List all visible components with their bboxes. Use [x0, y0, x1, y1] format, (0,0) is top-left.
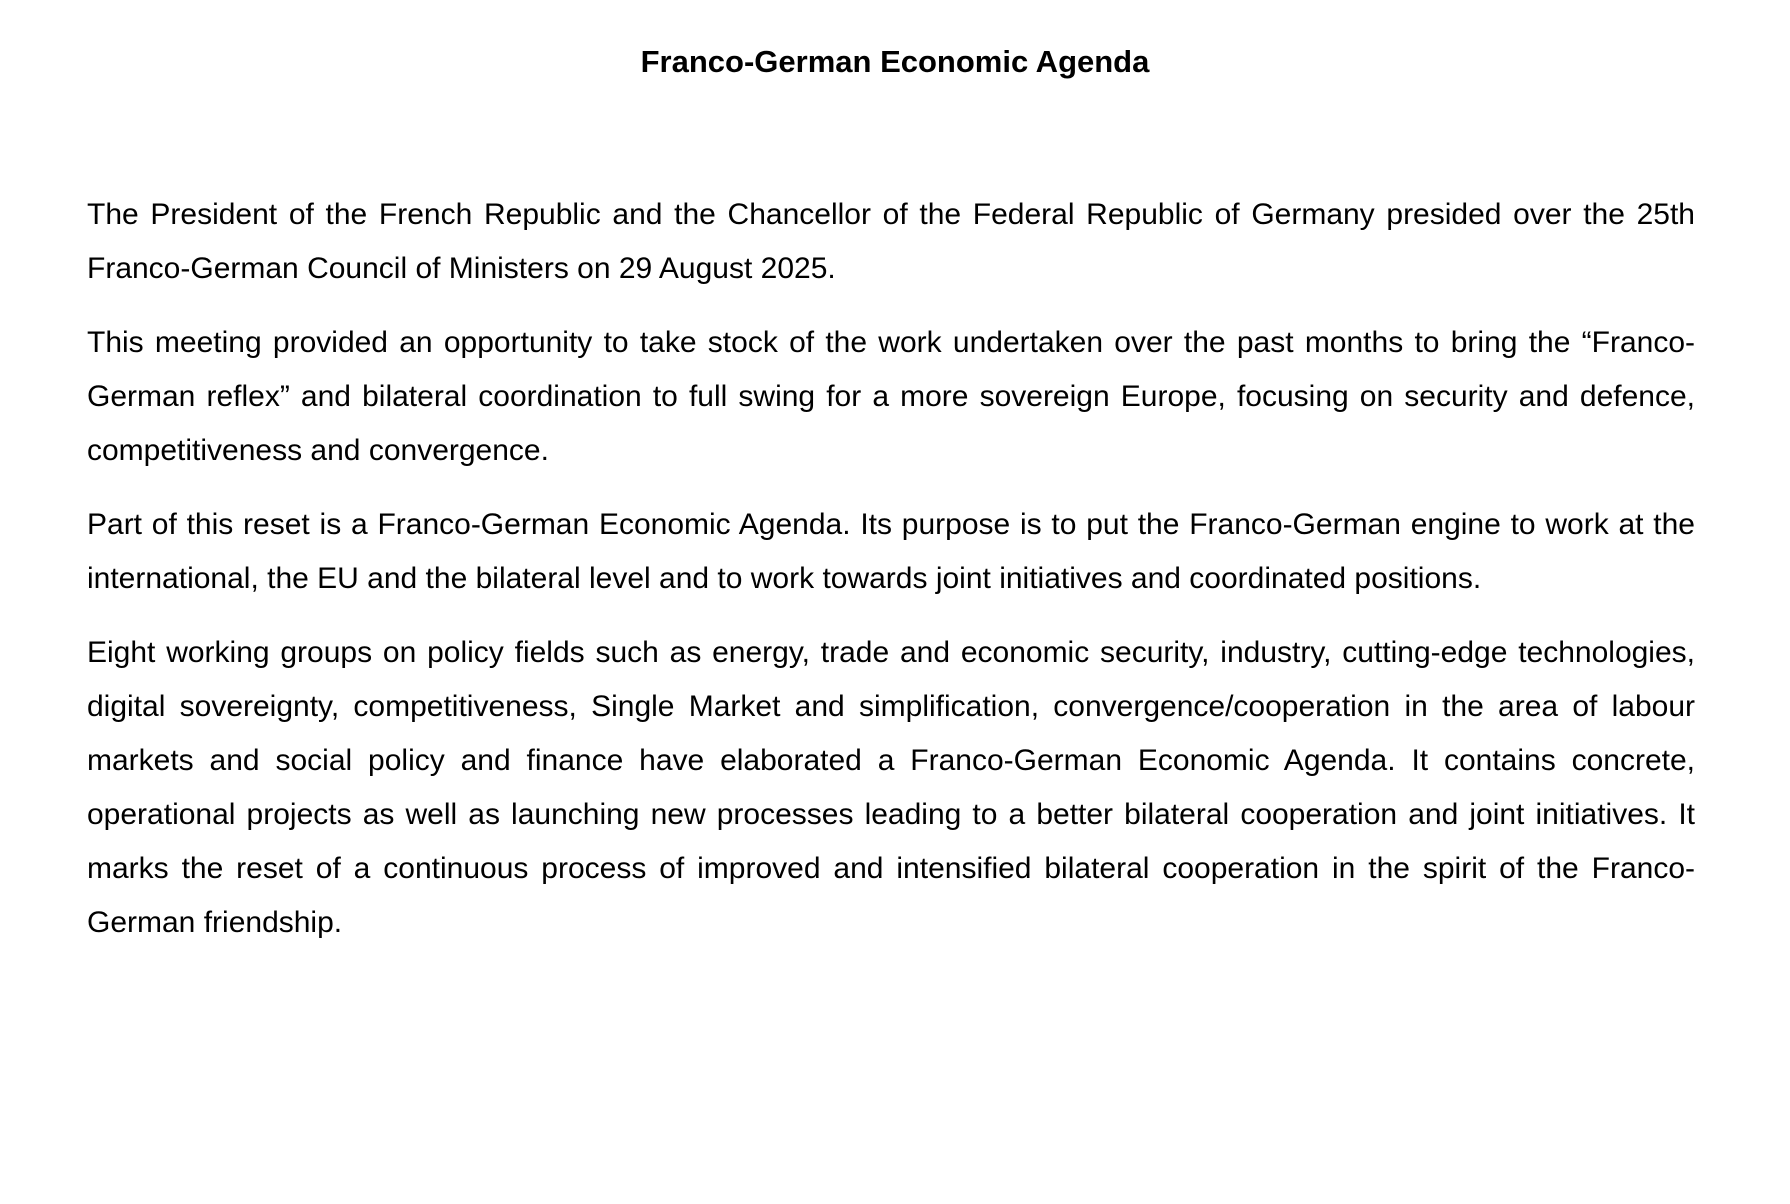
paragraph-meeting-purpose: This meeting provided an opportunity to take stock of the work undertaken over the past months to bring the “Franco-German reflex” and bilateral coordination to full swing for a more sovereign Europe, focusing on security and defence, competitiveness and convergence. — [87, 326, 1695, 467]
document-title: Franco-German Economic Agenda — [640, 44, 1150, 79]
paragraph-working-groups: Eight working groups on policy fields such as energy, trade and economic security, industry, cutting-edge technologies, digital sovereignty, competitiveness, Single Market and simplification, convergence/cooperation in the area of labour markets and social policy and finance have elaborated a Franco-German Economic Agenda. It contains concrete, operational projects as well as launching new processes leading to a better bilateral cooperation and joint initiatives. It marks the reset of a continuous process of improved and intensified bilateral cooperation in the spirit of the Franco-German friendship. — [87, 636, 1695, 939]
document-body — [87, 188, 1695, 970]
paragraph-economic-agenda-reset: Part of this reset is a Franco-German Economic Agenda. Its purpose is to put the Franco-German engine to work at the international, the EU and the bilateral level and to work towards joint initiatives and coordinated positions. — [87, 508, 1695, 595]
paragraph-council-of-ministers: The President of the French Republic and the Chancellor of the Federal Republic of Germany presided over the 25th Franco-German Council of Ministers on 29 August 2025. — [87, 198, 1695, 285]
